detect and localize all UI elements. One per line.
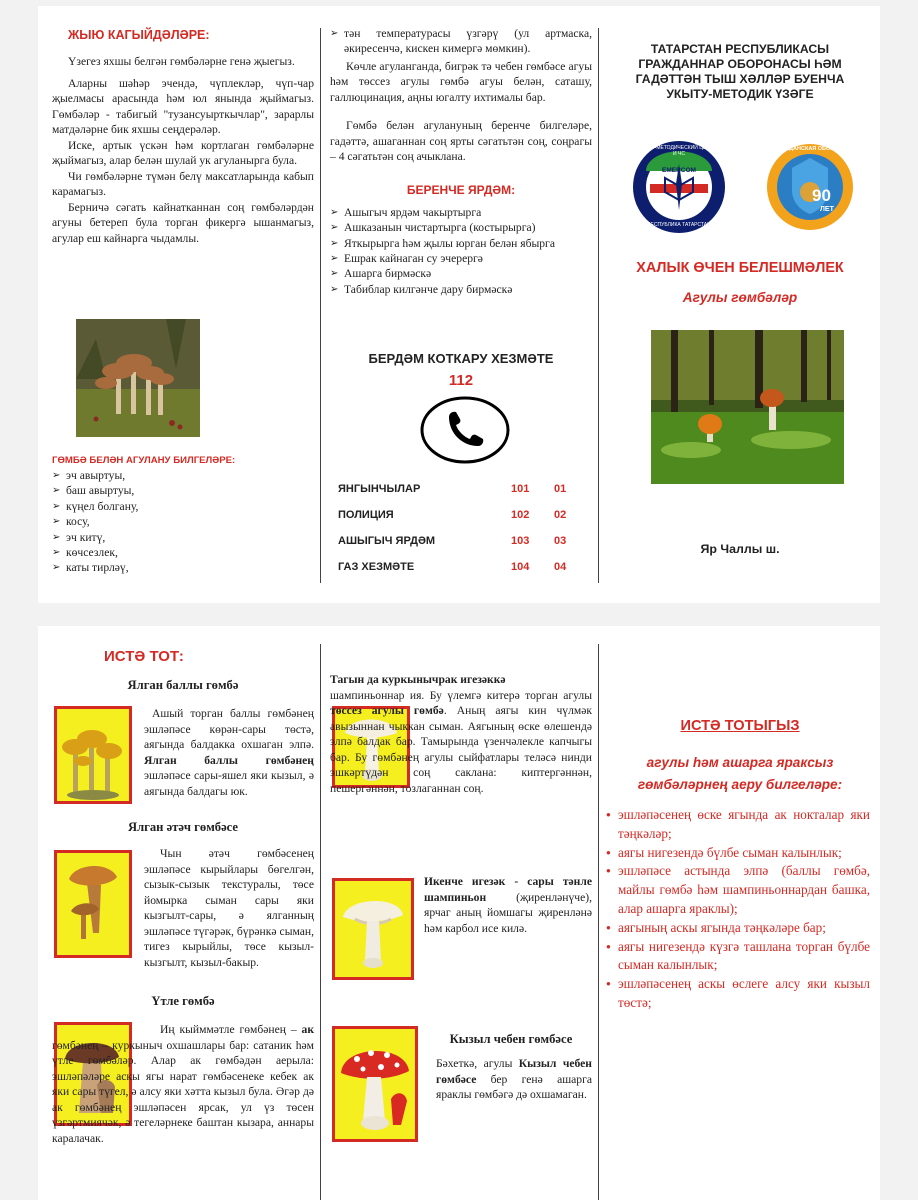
description-emphasis: Икенче игезәк - сары тәнле шампиньон xyxy=(424,875,592,904)
description-text: гөмбәнең – куркыныч охшашлары бар: сатаник һәм үтле гөмбәләр. Алар ак гөмбәдән аерыла: эшләпәләре аскы ягы нарат гөмбәсенеке кебек ак яки сары түгел, ә алсу яки хәтта кызыл була. Әгәр дә ак гөмбәнең эшләпәсен ярсак, ул үз төсен үзгәртмиячәк, ә тегеләрнеке баштан кызара, аннары каралачак. xyxy=(52,1038,314,1145)
emercom-logo-top-text: УЧЕБНО-МЕТОДИЧЕСКИЙ ЦЕНТР ГО И ЧС xyxy=(634,145,724,157)
list-item: ➢ көчсезлек, xyxy=(52,545,314,560)
description-emphasis: төссез агулы гөмбә xyxy=(330,704,444,717)
contact-short-number: 02 xyxy=(554,509,567,521)
symptoms-section xyxy=(330,26,592,297)
fly-agaric-image xyxy=(332,1026,418,1142)
civil-defense-logo-sub: ЛЕТ xyxy=(820,206,834,213)
list-item: ● аягы нигезендә күзгә ташлана торган бүлбе сыман калынлык; xyxy=(608,938,870,976)
contact-row xyxy=(338,554,568,580)
list-item: ➢ косу, xyxy=(52,514,314,529)
distinguishing-signs-section xyxy=(608,806,870,1013)
rule-paragraph: Берничә сәгать кайнатканнан соң гөмбәләрдән агуны бетереп була торган фикергә ышанмагыз, агулар еш кайнарга чыдамлы. xyxy=(52,200,314,245)
description-emphasis: Кызыл чебен гөмбәсе xyxy=(436,1057,592,1086)
false-honey-description xyxy=(144,706,314,799)
emergency-contacts xyxy=(338,476,568,580)
contact-name: ПОЛИЦИЯ xyxy=(338,509,394,521)
column-divider xyxy=(598,644,599,1200)
column-divider xyxy=(320,644,321,1200)
list-item: ➢ Ашарга бирмәскә xyxy=(330,266,592,281)
rule-paragraph: Үзегез яхшы белгән гөмбәләрне генә җыегыз. xyxy=(68,55,295,68)
list-item: ● эшләпәсенең аскы өслеге алсу яки кызыл төстә; xyxy=(608,975,870,1013)
mushroom-title: Ялган әтәч гөмбәсе xyxy=(127,820,238,834)
contact-number: 104 xyxy=(511,561,530,573)
collection-rules-heading: ЖЫЮ КАГЫЙДӘЛӘРЕ: xyxy=(68,28,210,42)
death-cap-description xyxy=(330,672,592,796)
collection-rules-section xyxy=(52,28,314,246)
contact-row xyxy=(338,502,568,528)
contact-name: АШЫГЫЧ ЯРДӘМ xyxy=(338,535,436,547)
organization-name: ТАТАРСТАН РЕСПУБЛИКАСЫ ГРАЖДАННАР ОБОРОНАСЫ ҺӘМ ГАДӘТТӘН ТЫШ ХӘЛЛӘР БУЕНЧА УКЫТУ-МЕТОДИК ҮЗӘГЕ xyxy=(635,42,845,101)
poisoning-signs-heading: ГӨМБӘ БЕЛӘН АГУЛАНУ БИЛГЕЛӘРЕ: xyxy=(52,455,236,466)
remember-heading: ИСТӘ ТОТ: xyxy=(104,648,184,665)
emercom-logo-wordmark: EMERCOM xyxy=(662,167,696,174)
false-honey-mushroom-image xyxy=(54,706,132,804)
list-item: ➢ баш авыртуы, xyxy=(52,483,314,498)
mushroom-title: Кызыл чебен гөмбәсе xyxy=(449,1032,573,1046)
remember-list-heading: ИСТӘ ТОТЫГЫЗ xyxy=(680,718,800,734)
brochure-subtitle: Агулы гөмбәләр xyxy=(682,290,798,305)
distinguishing-signs-list xyxy=(608,806,870,1013)
description-text: эшләпәсе сары-яшел яки кызыл, ә аягында балдагы юк. xyxy=(144,769,314,798)
list-item: ➢ эч китү, xyxy=(52,530,314,545)
description-text: Бәхеткә, агулы xyxy=(436,1057,513,1070)
poisoning-paragraph: Көчле агуланганда, бигрәк тә чебен гөмбәсе агуы һәм төссез агулы гөмбә агуы белән, саташу, галлюцинация, аңны югалту ихтималы бар. xyxy=(330,59,592,104)
poisoning-paragraph: Гөмбә белән агулануның беренче билгеләре, гадәттә, ашаганнан соң ярты сәгатьтән соң, соңрагы – 4 сәгатьтән соң ачыклана. xyxy=(330,119,592,164)
brochure-page-1 xyxy=(38,6,880,603)
forest-mushrooms-photo xyxy=(651,330,844,484)
fly-agaric-description xyxy=(436,1056,592,1103)
list-item: ➢ күңел болгану, xyxy=(52,499,314,514)
honey-mushrooms-photo xyxy=(76,319,200,437)
first-aid-heading: БЕРЕНЧЕ ЯРДӘМ: xyxy=(406,182,516,197)
list-item: ➢ Ешрак кайнаган су эчерергә xyxy=(330,251,592,266)
description-emphasis: Ялган баллы гөмбәнең xyxy=(144,753,314,767)
rescue-number: 112 xyxy=(448,372,474,389)
yellow-stainer-description xyxy=(424,874,592,936)
column-divider xyxy=(598,28,599,583)
description-emphasis: ак xyxy=(301,1023,314,1036)
contact-short-number: 04 xyxy=(554,561,567,573)
city-label: Яр Чаллы ш. xyxy=(700,542,780,556)
brochure-page-2 xyxy=(38,626,880,1200)
description-text: шампиньоннар ия. Бу үлемгә китерә торган агулы xyxy=(330,688,592,702)
list-item: ● эшләпәсенең өске ягында ак нокталар яки тәңкәләр; xyxy=(608,806,870,844)
symptom-continued-list xyxy=(330,26,592,57)
bitter-bolete-description xyxy=(52,1022,314,1146)
contact-row xyxy=(338,528,568,554)
column-divider xyxy=(320,28,321,583)
contact-row xyxy=(338,476,568,502)
contact-number: 103 xyxy=(511,535,530,547)
description-emphasis: Тагын да куркынычрак игезәккә xyxy=(330,673,506,686)
list-item: ➢ Табиблар килгәнче дару бирмәскә xyxy=(330,282,592,297)
contact-number: 102 xyxy=(511,509,530,521)
description-text: Чын әтәч гөмбәсенең эшләпәсе кырыйлары бөгелгән, сызык-сызык текстуралы, төсе йомырка сыман сары яки кызгылт-сары, ә ялганның эшләпәсе түгәрәк, бүрәнкә сыман, тигез кырыйлы, төсе кызыл-кызгылт, кызыл-бакыр. xyxy=(144,847,314,969)
description-text: Иң кыйммәтле гөмбәнең – xyxy=(160,1023,297,1036)
mushroom-title: Үтле гөмбә xyxy=(151,994,215,1008)
rescue-service-heading: БЕРДӘМ КОТКАРУ ХЕЗМӘТЕ xyxy=(368,351,554,366)
list-item: ➢ Ашказанын чистартырга (костырырга) xyxy=(330,220,592,235)
emercom-logo-bottom-text: РЕСПУБЛИКА ТАТАРСТАН xyxy=(647,222,711,228)
civil-defense-logo-text: ГРАЖДАНСКАЯ ОБОРОНА xyxy=(773,146,847,152)
list-item: ● аягы нигезендә бүлбе сыман калынлык; xyxy=(608,844,870,863)
list-item: ● эшләпәсе астында элпә (баллы гөмбә, майлы гөмбә һәм шампиньоннардан башка, алар ашарга яраклы); xyxy=(608,862,870,918)
emercom-logo xyxy=(632,140,726,234)
contact-number: 101 xyxy=(511,483,530,495)
rule-paragraph: Чи гөмбәләрне түмән белү максатларында кабып карамагыз. xyxy=(52,169,314,198)
poisoning-signs-section xyxy=(52,455,314,576)
rule-paragraph: Иске, артык үскән һәм кортлаган гөмбәләрне җыймагыз, алар белән шулай ук агуланырга була. xyxy=(52,138,314,167)
description-text: (җиренләнүче), ярчаг аның йомшагы җиренләнә һәм карбол исе килә. xyxy=(424,890,592,935)
civil-defense-logo-number: 90 xyxy=(812,186,831,205)
yellow-stainer-image xyxy=(332,878,414,980)
description-text: . Аның аягы кин чүлмәк авызыннан чыккан сыман. Аягының өске өлешендә элпә балдак бар. Тамырында үзенчәлекле капчыгы бар. Бу гөмбәнең агулы сыйфатлары теләсә нинди эшкәртүдән соң саклана: киптергәннән, пешергәннән, тозлаганнан соң. xyxy=(330,704,592,795)
contact-short-number: 03 xyxy=(554,535,567,547)
false-chanterelle-description xyxy=(52,846,314,970)
list-item: ➢ Ашыгыч ярдәм чакыртырга xyxy=(330,205,592,220)
rule-paragraph: Аларны шәһәр эчендә, чүплекләр, чүп-чар җыелмасы арасында һәм юл янында җыймагыз. Гөмбәләр - табигый "тузансуырткычлар", зарарлы матдәләрне бик яхшы сеңдерәләр. xyxy=(52,76,314,136)
description-text: Ашый торган баллы гөмбәнең эшләпәсе көрән-сары төстә, аягында балдакка охшаган элпә. xyxy=(144,707,314,751)
list-item: ➢ каты тирләү, xyxy=(52,560,314,575)
poisoning-signs-list xyxy=(52,468,314,576)
contact-name: ЯНГЫНЧЫЛАР xyxy=(338,483,421,495)
list-item: ● аягының аскы ягында тәңкәләре бар; xyxy=(608,919,870,938)
first-aid-list xyxy=(330,205,592,297)
list-item: ➢ тән температурасы үзгәрү (ул артмаска, әкиресенчә, кискен кимергә мөмкин). xyxy=(330,26,592,57)
phone-icon xyxy=(419,395,511,465)
list-item: ➢ эч авыртуы, xyxy=(52,468,314,483)
list-item: ➢ Яткырырга һәм җылы юрган белән ябырга xyxy=(330,236,592,251)
brochure-title: ХАЛЫК ӨЧЕН БЕЛЕШМӘЛЕК xyxy=(636,260,844,276)
remember-list-subheading: агулы һәм ашарга яраксыз гөмбәләрнең аеру билгеләре: xyxy=(637,755,843,792)
mushroom-title: Ялган баллы гөмбә xyxy=(127,678,239,692)
contact-name: ГАЗ ХЕЗМӘТЕ xyxy=(338,561,415,573)
description-text: бер генә ашарга яраклы гөмбәгә дә охшамаган. xyxy=(436,1072,592,1101)
civil-defense-90-logo xyxy=(766,140,854,234)
contact-short-number: 01 xyxy=(554,483,567,495)
